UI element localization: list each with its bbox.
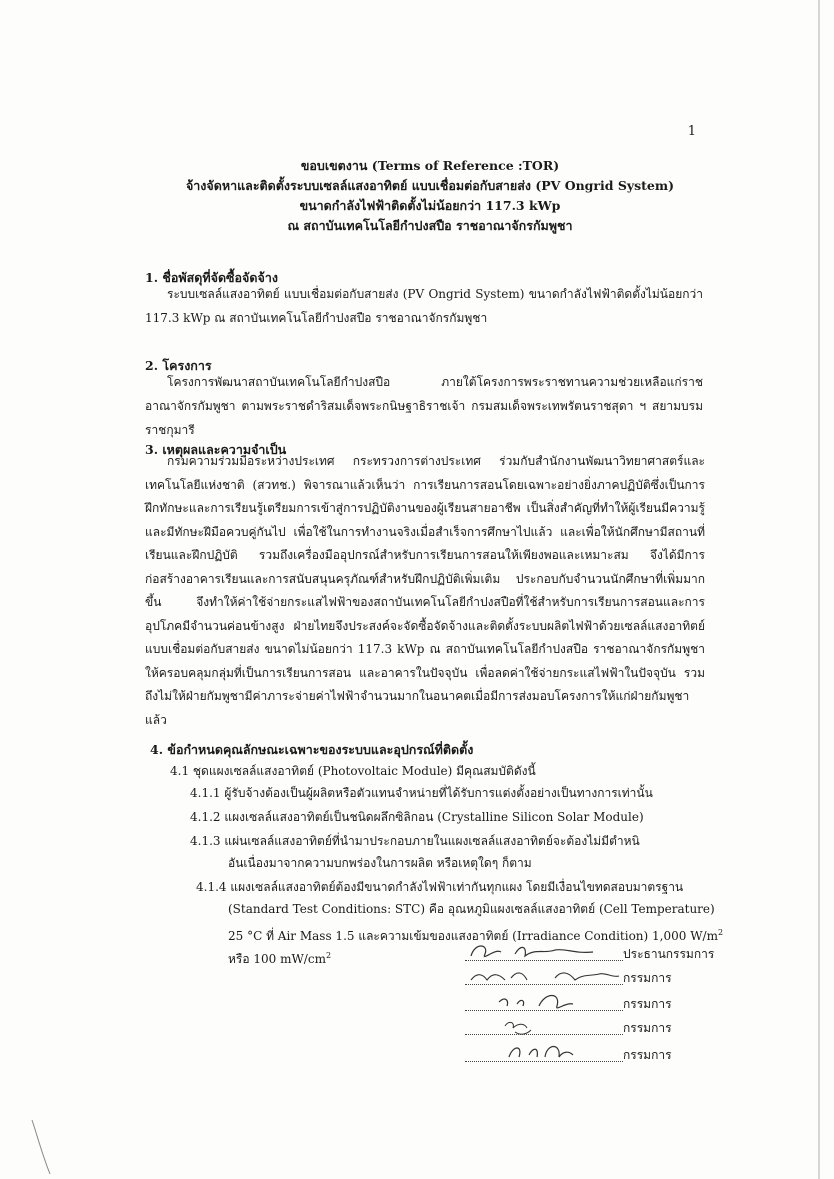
section-1-body: ระบบเซลล์แสงอาทิตย์ แบบเชื่อมต่อกับสายส่ง (PV Ongrid System) ขนาดกำลังไฟฟ้าติดตั้งไม่น้อยกว่า 117.3 kWp ณ สถาบันเทคโนโลยีกำปงสปือ ราชอาณาจักรกัมพูชา — [145, 287, 703, 325]
signature-row-member-2 — [465, 994, 745, 1014]
scan-edge-line — [818, 0, 820, 1179]
section-3-title: 3. เหตุผลและความจำเป็น — [145, 442, 287, 457]
document-header — [170, 156, 690, 236]
section-1-title: 1. ชื่อพัสดุที่จัดซื้อจัดจ้าง — [145, 270, 278, 285]
header-line-1: ขอบเขตงาน (Terms of Reference :TOR) — [300, 158, 560, 173]
header-line-2: จ้างจัดหาและติดตั้งระบบเซลล์แสงอาทิตย์ แบบเชื่อมต่อกับสายส่ง (PV Ongrid System) — [185, 178, 675, 193]
signature-row-member-4 — [465, 1045, 745, 1065]
item-4-1-4-line-3: 25 °C ที่ Air Mass 1.5 และความเข้มของแสงอาทิตย์ (Irradiance Condition) 1,000 $W/m^2$ — [228, 928, 724, 943]
item-4-1-4-line-2: (Standard Test Conditions: STC) คือ อุณหภูมิแผงเซลล์แสงอาทิตย์ (Cell Temperature) — [228, 902, 715, 916]
signature-dotted-line — [465, 1061, 623, 1062]
section-4-title: 4. ข้อกำหนดคุณลักษณะเฉพาะของระบบและอุปกรณ์ที่ติดตั้ง — [150, 742, 474, 757]
section-3-body: กรมความร่วมมือระหว่างประเทศ กระทรวงการต่างประเทศ ร่วมกับสำนักงานพัฒนาวิทยาศาสตร์และเทคโนโลยีแห่งชาติ (สวทช.) พิจารณาแล้วเห็นว่า การเรียนการสอนโดยเฉพาะอย่างยิ่งภาคปฏิบัติซึ่งเป็นการฝึกทักษะและการเรียนรู้เตรียมการเข้าสู่การปฏิบัติงานของผู้เรียนสายอาชีพ เป็นสิ่งสำคัญที่ทำให้ผู้เรียนมีความรู้และมีทักษะฝีมือควบคู่กันไป เพื่อใช้ในการทำงานจริงเมื่อสำเร็จการศึกษาไปแล้ว และเพื่อให้นักศึกษามีสถานที่เรียนและฝึกปฏิบัติ รวมถึงเครื่องมืออุปกรณ์สำหรับการเรียนการสอนให้เพียงพอและเหมาะสม จึงได้มีการก่อสร้างอาคารเรียนและการสนับสนุนครุภัณฑ์สำหรับฝึกปฏิบัติเพิ่มเติม ประกอบกับจำนวนนักศึกษาที่เพิ่มมากขึ้น จึงทำให้ค่าใช้จ่ายกระแสไฟฟ้าของสถาบันเทคโนโลยีกำปงสปือที่ใช้สำหรับการเรียนการสอนและการอุปโภคมีจำนวนค่อนข้างสูง ฝ่ายไทยจึงประสงค์จะจัดซื้อจัดจ้างและติดตั้งระบบผลิตไฟฟ้าด้วยเซลล์แสงอาทิตย์แบบเชื่อมต่อกับสายส่ง ขนาดไม่น้อยกว่า 117.3 kWp ณ สถาบันเทคโนโลยีกำปงสปือ ราชอาณาจักรกัมพูชา ให้ครอบคลุมกลุ่มที่เป็นการเรียนการสอน และอาคารในปัจจุบัน เพื่อลดค่าใช้จ่ายกระแสไฟฟ้าในปัจจุบัน รวมถึงไม่ให้ฝ่ายกัมพูชามีค่าภาระจ่ายค่าไฟฟ้าจำนวนมากในอนาคตเมื่อมีการส่งมอบโครงการให้แก่ฝ่ายกัมพูชาแล้ว — [145, 454, 705, 727]
item-4-1-4-line-1: 4.1.4 แผงเซลล์แสงอาทิตย์ต้องมีขนาดกำลังไฟฟ้าเท่ากันทุกแผง โดยมีเงื่อนไขทดสอบมาตรฐาน — [196, 880, 684, 894]
section-2-body: โครงการพัฒนาสถาบันเทคโนโลยีกำปงสปือ ภายใต้โครงการพระราชทานความช่วยเหลือแก่ราชอาณาจักรกัมพูชา ตามพระราชดำริสมเด็จพระกนิษฐาธิราชเจ้า กรมสมเด็จพระเทพรัตนราชสุดา ฯ สยามบรมราชกุมารี — [145, 375, 703, 437]
page-number: 1 — [687, 124, 696, 139]
signature-dotted-line — [465, 1034, 623, 1035]
signature-row-chair — [465, 944, 745, 964]
section-2-title: 2. โครงการ — [145, 358, 212, 373]
header-line-3: ขนาดกำลังไฟฟ้าติดตั้งไม่น้อยกว่า 117.3 kWp — [299, 198, 561, 213]
item-4-1-3-line-1: 4.1.3 แผ่นเซลล์แสงอาทิตย์ที่นำมาประกอบภายในแผงเซลล์แสงอาทิตย์จะต้องไม่มีตำหนิ — [190, 834, 640, 848]
signature-row-member-3 — [465, 1018, 745, 1038]
signature-role: กรรมการ — [623, 971, 672, 985]
item-4-1-3-line-2: อันเนื่องมาจากความบกพร่องในการผลิต หรือเหตุใดๆ ก็ตาม — [228, 856, 532, 870]
item-4-1-4-line-4: หรือ 100 $mW/cm^2$ — [228, 951, 332, 966]
item-4-1-2: 4.1.2 แผงเซลล์แสงอาทิตย์เป็นชนิดผลึกซิลิกอน (Crystalline Silicon Solar Module) — [190, 810, 644, 824]
header-line-4: ณ สถาบันเทคโนโลยีกำปงสปือ ราชอาณาจักรกัมพูชา — [287, 218, 573, 233]
signature-role: ประธานกรรมการ — [623, 947, 715, 961]
signature-dotted-line — [465, 960, 623, 961]
signature-dotted-line — [465, 984, 623, 985]
item-4-1-1: 4.1.1 ผู้รับจ้างต้องเป็นผู้ผลิตหรือตัวแทนจำหน่ายที่ได้รับการแต่งตั้งอย่างเป็นทางการเท่านั้น — [190, 786, 653, 800]
signature-role: กรรมการ — [623, 997, 672, 1011]
signature-role: กรรมการ — [623, 1048, 672, 1062]
scan-artifact-mark — [28, 1118, 58, 1178]
signature-dotted-line — [465, 1010, 623, 1011]
signature-row-member-1 — [465, 968, 745, 988]
section-4-1-heading: 4.1 ชุดแผงเซลล์แสงอาทิตย์ (Photovoltaic Module) มีคุณสมบัติดังนี้ — [170, 764, 536, 778]
signature-role: กรรมการ — [623, 1021, 672, 1035]
